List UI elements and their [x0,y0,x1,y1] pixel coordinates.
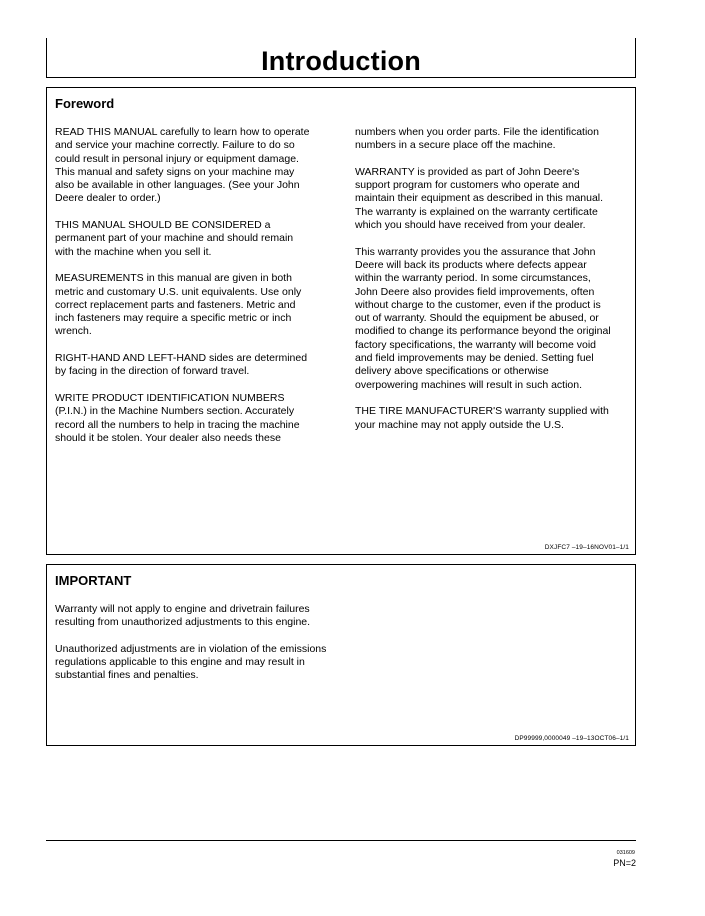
important-body [55,603,355,696]
important-section [46,564,636,746]
foreword-paragraph: RIGHT-HAND AND LEFT-HAND sides are determined by facing in the direction of forward travel. [55,352,308,378]
foreword-left-column [55,126,335,458]
foreword-paragraph: THE TIRE MANUFACTURER'S warranty supplied with your machine may not apply outside the U.S. [355,405,609,431]
page-number: PN=2 [613,858,636,868]
foreword-paragraph: WRITE PRODUCT IDENTIFICATION NUMBERS (P.I.N.) in the Machine Numbers section. Accurately record all the numbers to help in tracing the machine should it be stolen. Your dealer also needs these [55,391,300,444]
footer-code: 031609 [616,850,635,856]
foreword-paragraph: THIS MANUAL SHOULD BE CONSIDERED a permanent part of your machine and should remain with the machine when you sell it. [55,219,294,258]
foreword-paragraph: This warranty provides you the assurance that John Deere will back its products where defects appear within the warranty period. In some circumstances, John Deere also provides field improvements, often without charge to the customer, even if the product is out of warranty. Should the equipment be abused, or modified to change its performance beyond the original factory specifications, the warranty will become void and field improvements may be denied. Setting fuel delivery above specifications or otherwise overpowering machines will result in such action. [355,245,611,391]
foreword-section [46,87,636,555]
important-paragraph: Unauthorized adjustments are in violation of the emissions regulations applicable to this engine and may result in substantial fines and penalties. [55,642,327,682]
foreword-paragraph: READ THIS MANUAL carefully to learn how to operate and service your machine correctly. Failure to do so could result in personal injury or equipment damage. This manual and safety signs on your machine may also be available in other languages. (See your John Deere dealer to order.) [55,126,310,205]
page-title: Introduction [261,46,421,76]
important-reference-code: DP99999,0000049 –19–13OCT06–1/1 [514,735,629,742]
title-box [46,38,636,78]
foreword-paragraph: WARRANTY is provided as part of John Deere's support program for customers who operate and maintain their equipment as described in this manual. The warranty is explained on the warranty certificate which you should have received from your dealer. [355,165,604,232]
important-paragraph: Warranty will not apply to engine and drivetrain failures resulting from unauthorized adjustments to this engine. [55,603,311,629]
foreword-paragraph: numbers when you order parts. File the identification numbers in a secure place off the machine. [355,126,599,152]
foreword-reference-code: DXJFC7 –19–16NOV01–1/1 [544,544,629,551]
important-heading: IMPORTANT [55,573,132,588]
foreword-right-column [355,126,637,445]
footer-rule [46,840,636,841]
foreword-paragraph: MEASUREMENTS in this manual are given in both metric and customary U.S. unit equivalents. Use only correct replacement parts and fasteners. Metric and inch fasteners may require a specific metric or inch wrench. [55,272,302,338]
foreword-heading: Foreword [55,96,115,111]
